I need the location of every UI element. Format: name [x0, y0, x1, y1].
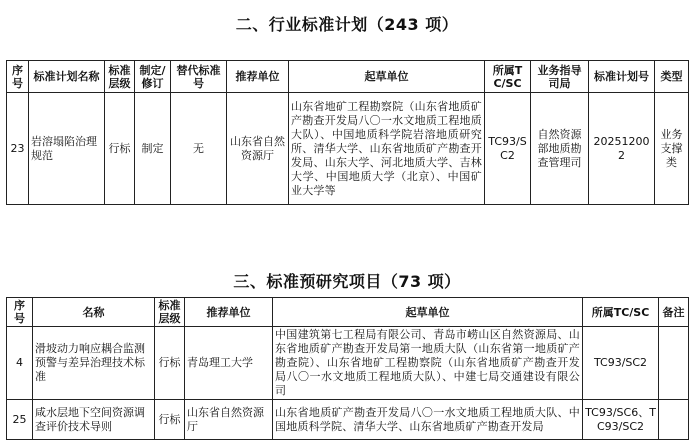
cell-revise: 制定	[135, 93, 171, 205]
cell-name: 滑坡动力响应耦合监测预警与差异治理技术标准	[33, 327, 155, 400]
header-recommender: 推荐单位	[227, 61, 289, 93]
cell-no: 25	[7, 400, 33, 440]
cell-drafter: 山东省地矿工程勘察院（山东省地质矿产勘查开发局八〇一水文地质工程地质大队）、中国地质科学院岩溶地质研究所、清华大学、山东省地质矿产勘查开发局、山东大学、河北地质大学、吉林大学、中国地质大学（北京）、中国矿业大学等	[289, 93, 485, 205]
header-revise: 制定/修订	[135, 61, 171, 93]
cell-note	[659, 327, 689, 400]
header-replace: 替代标准号	[171, 61, 227, 93]
header-no: 序号	[7, 61, 29, 93]
cell-recommender: 山东省自然资源厅	[185, 400, 273, 440]
table-header-row	[7, 61, 689, 93]
cell-tc: TC93/SC6、TC93/SC2	[583, 400, 659, 440]
header-type: 类型	[655, 61, 689, 93]
header-drafter: 起草单位	[289, 61, 485, 93]
cell-tc: TC93/SC2	[485, 93, 531, 205]
table-row	[7, 400, 689, 440]
cell-dept: 自然资源部地质勘查管理司	[531, 93, 589, 205]
cell-no: 23	[7, 93, 29, 205]
cell-replace: 无	[171, 93, 227, 205]
cell-recommender: 青岛理工大学	[185, 327, 273, 400]
cell-no: 4	[7, 327, 33, 400]
header-plan-name: 标准计划名称	[29, 61, 105, 93]
header-name: 名称	[33, 298, 155, 327]
cell-name: 咸水层地下空间资源调查评价技术导则	[33, 400, 155, 440]
table-row	[7, 327, 689, 400]
header-tc: 所属TC/SC	[485, 61, 531, 93]
header-dept: 业务指导司局	[531, 61, 589, 93]
table-row	[7, 93, 689, 205]
cell-note	[659, 400, 689, 440]
cell-drafter: 中国建筑第七工程局有限公司、青岛市崂山区自然资源局、山东省地质矿产勘查开发局第一地质大队（山东省第一地质矿产勘查院）、山东省地矿工程勘察院（山东省地质矿产勘查开发局八〇一水文地质工程地质大队）、中建七局交通建设有限公司	[273, 327, 583, 400]
cell-plan-name: 岩溶塌陷治理规范	[29, 93, 105, 205]
industry-standards-table	[6, 60, 689, 205]
section-title-pre-research: 三、标准预研究项目（73 项）	[233, 272, 461, 291]
table-header-row	[7, 298, 689, 327]
cell-type: 业务支撑类	[655, 93, 689, 205]
header-drafter: 起草单位	[273, 298, 583, 327]
header-level: 标准层级	[155, 298, 185, 327]
header-plan-no: 标准计划号	[589, 61, 655, 93]
header-no: 序号	[7, 298, 33, 327]
cell-drafter: 山东省地质矿产勘查开发局八〇一水文地质工程地质大队、中国地质科学院、清华大学、山东省地质矿产勘查开发局	[273, 400, 583, 440]
cell-level: 行标	[105, 93, 135, 205]
cell-level: 行标	[155, 400, 185, 440]
cell-plan-no: 202512002	[589, 93, 655, 205]
header-note: 备注	[659, 298, 689, 327]
header-level: 标准层级	[105, 61, 135, 93]
cell-level: 行标	[155, 327, 185, 400]
cell-recommender: 山东省自然资源厅	[227, 93, 289, 205]
pre-research-table	[6, 297, 689, 440]
header-recommender: 推荐单位	[185, 298, 273, 327]
section-title-industry-standards: 二、行业标准计划（243 项）	[235, 15, 459, 34]
header-tc: 所属TC/SC	[583, 298, 659, 327]
cell-tc: TC93/SC2	[583, 327, 659, 400]
